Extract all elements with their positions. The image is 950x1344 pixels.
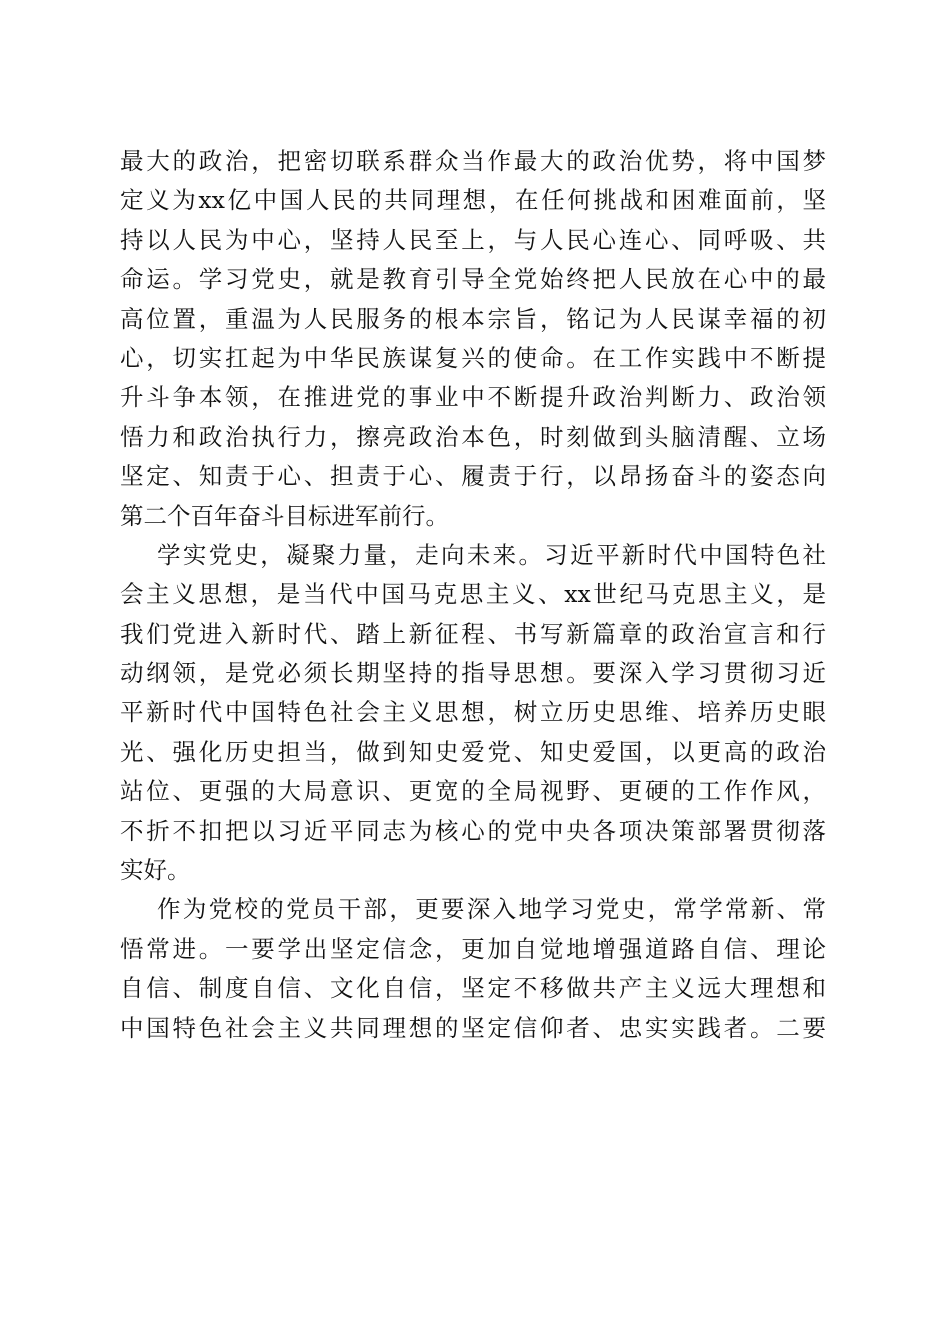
text-line: 学实党史，凝聚力量，走向未来。习近平新时代中国特色社 <box>157 540 826 569</box>
text-line: 会主义思想，是当代中国马克思主义、xx世纪马克思主义，是 <box>120 580 826 609</box>
text-line: 平新时代中国特色社会主义思想，树立历史思维、培养历史眼 <box>120 698 826 727</box>
text-line: 悟力和政治执行力，擦亮政治本色，时刻做到头脑清醒、立场 <box>120 422 826 451</box>
text-line: 中国特色社会主义共同理想的坚定信仰者、忠实实践者。二要 <box>120 1013 826 1042</box>
text-line: 站位、更强的大局意识、更宽的全局视野、更硬的工作作风， <box>120 777 826 806</box>
document-body <box>120 142 826 1048</box>
text-line: 心，切实扛起为中华民族谋复兴的使命。在工作实践中不断提 <box>120 343 826 372</box>
text-line: 光、强化历史担当，做到知史爱党、知史爱国，以更高的政治 <box>120 737 826 766</box>
paragraph <box>120 142 826 536</box>
text-line: 命运。学习党史，就是教育引导全党始终把人民放在心中的最 <box>120 265 826 294</box>
text-line: 最大的政治，把密切联系群众当作最大的政治优势，将中国梦 <box>120 147 826 175</box>
text-line: 不折不扣把以习近平同志为核心的党中央各项决策部署贯彻落 <box>120 816 826 845</box>
text-line: 实好。 <box>120 856 191 885</box>
text-line: 升斗争本领，在推进党的事业中不断提升政治判断力、政治领 <box>120 383 826 412</box>
text-line: 坚定、知责于心、担责于心、履责于行，以昂扬奋斗的姿态向 <box>120 462 826 491</box>
text-line: 持以人民为中心，坚持人民至上，与人民心连心、同呼吸、共 <box>120 225 826 254</box>
text-line: 作为党校的党员干部，更要深入地学习党史，常学常新、常 <box>157 895 826 924</box>
paragraph <box>120 890 826 1048</box>
text-line: 第二个百年奋斗目标进军前行。 <box>120 501 449 530</box>
text-line: 悟常进。一要学出坚定信念，更加自觉地增强道路自信、理论 <box>120 934 826 963</box>
text-line: 高位置，重温为人民服务的根本宗旨，铭记为人民谋幸福的初 <box>120 304 826 333</box>
text-line: 我们党进入新时代、踏上新征程、书写新篇章的政治宣言和行 <box>120 619 826 648</box>
text-line: 动纲领，是党必须长期坚持的指导思想。要深入学习贯彻习近 <box>120 659 826 688</box>
text-line: 自信、制度自信、文化自信，坚定不移做共产主义远大理想和 <box>120 974 826 1003</box>
text-line: 定义为xx亿中国人民的共同理想，在任何挑战和困难面前，坚 <box>120 186 826 215</box>
paragraph <box>120 536 826 891</box>
